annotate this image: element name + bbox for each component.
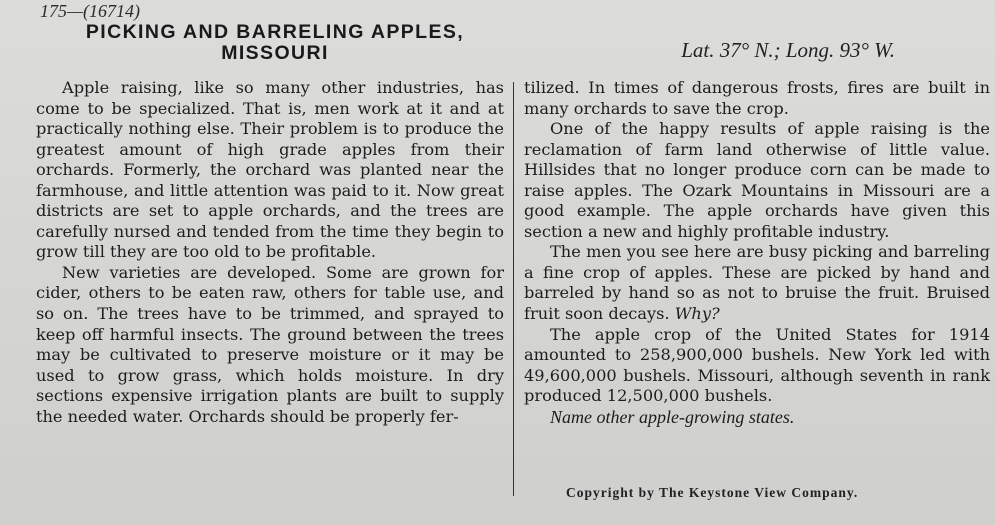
paragraph <box>524 242 990 324</box>
paragraph: The apple crop of the United States for 1914 amounted to 258,900,000 bushels. New York led with 49,600,000 bushels. Missouri, although seventh in rank produced 12,500,000 bushels. <box>524 324 990 406</box>
catalog-number: 175—(16714) <box>40 1 140 21</box>
right-column <box>524 78 990 427</box>
title-line-1: PICKING AND BARRELING APPLES, <box>85 21 465 43</box>
copyright-notice: Copyright by The Keystone View Company. <box>566 485 859 500</box>
paragraph: Apple raising, like so many other industries, has come to be specialized. That is, men work at it and at practically nothing else. Their problem is to produce the greatest amount of high grade apples from their orchards. Formerly, the orchard was planted near the farmhouse, and little attention was paid to it. Now great districts are set to apple orchards, and the trees are carefully nursed and tended from the time they begin to grow till they are too old to be profitable. <box>36 78 504 262</box>
page-title <box>40 22 510 64</box>
paragraph: tilized. In times of dangerous frosts, fires are built in many orchards to save the crop. <box>524 78 990 118</box>
paragraph: New varieties are developed. Some are grown for cider, others to be eaten raw, others for table use, and so on. The trees have to be trimmed, and sprayed to keep off harmful insects. The ground between the trees may be cultivated to preserve moisture or it may be used to grow grass, which holds moisture. In dry sections expensive irrigation plants are built to supply the needed water. Orchards should be properly fer- <box>36 262 504 426</box>
left-column <box>36 78 504 427</box>
question: Why? <box>674 304 720 324</box>
column-divider <box>513 82 514 496</box>
title-line-2: MISSOURI <box>221 42 329 64</box>
paragraph-text: The men you see here are busy picking and barreling a fine crop of apples. These are picked by hand and barreled by hand so as not to bruise the fruit. Bruised fruit soon decays. <box>524 242 990 324</box>
assignment: Name other apple-growing states. <box>550 406 795 427</box>
paragraph: One of the happy results of apple raising is the reclamation of farm land otherwise of little value. Hillsides that no longer produce corn can be made to raise apples. The Ozark Mountains in Missouri are a good example. The apple orchards have given this section a new and highly profitable industry. <box>524 119 990 241</box>
coordinates: Lat. 37° N.; Long. 93° W. <box>681 38 895 62</box>
